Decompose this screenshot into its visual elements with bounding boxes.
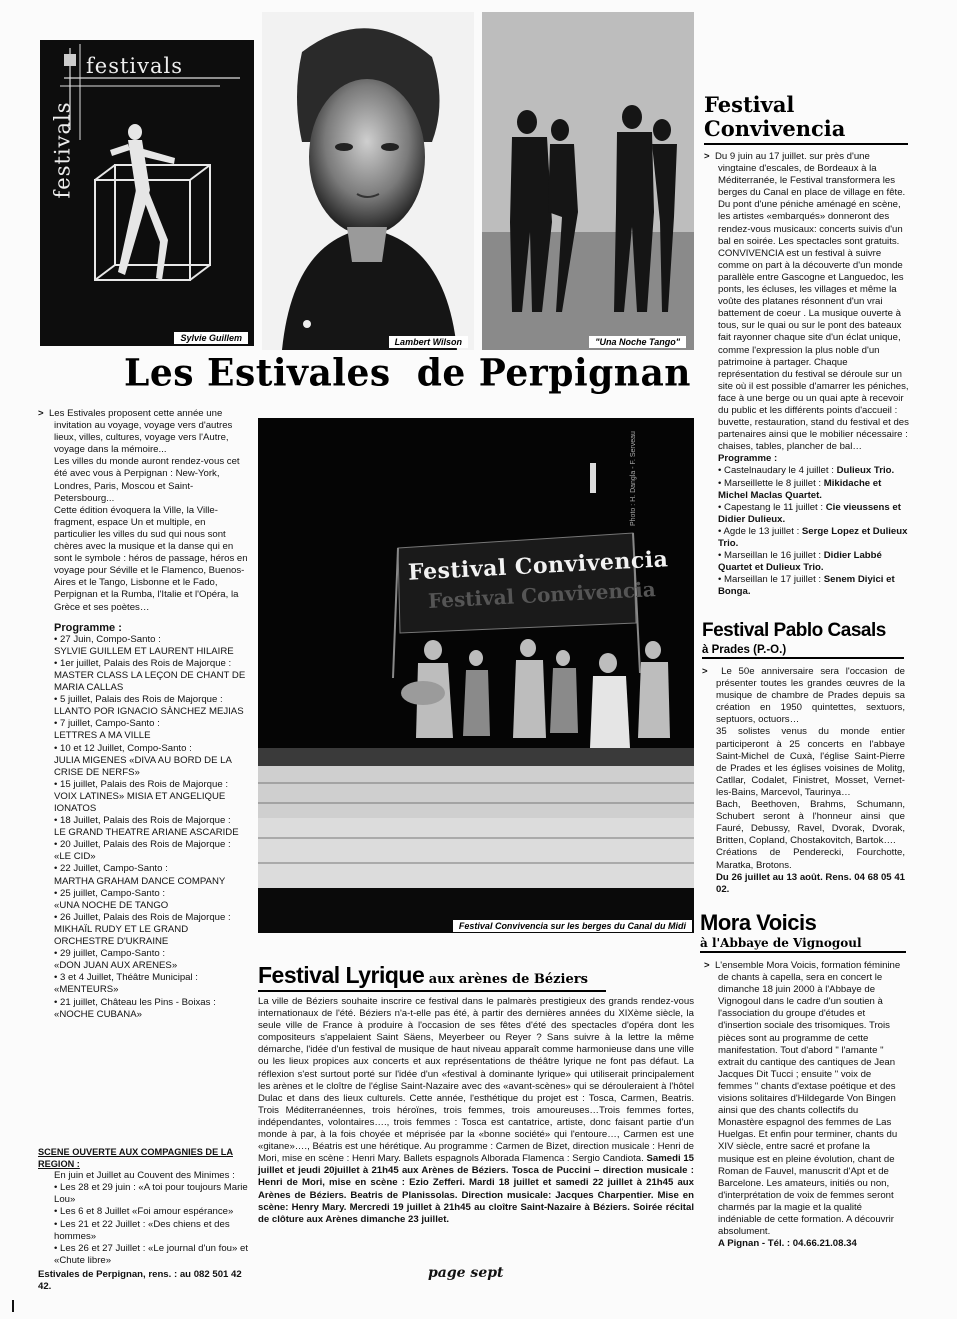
programme-item <box>54 658 248 694</box>
programme-what: «MENTEURS» <box>54 984 119 996</box>
programme-item <box>54 888 248 912</box>
programme-item <box>718 465 909 477</box>
casals-intro: Le 50e anniversaire sera l'occasion de présenter toutes les grandes œuvres de la musique de chambre de Prades depuis sa création en 1950 quintettes, sextuors, septuors, octuors… <box>716 666 905 726</box>
photo-sylvie-guillem <box>40 40 254 346</box>
programme-when: • Marseillan le 16 juillet : <box>718 550 822 562</box>
mora-subtitle: à l'Abbaye de Vignogoul <box>700 936 862 950</box>
photo-una-noche-tango <box>482 12 694 350</box>
lyrique-body <box>258 996 694 1226</box>
mora-column <box>704 960 906 1250</box>
bullet-arrow: > <box>704 960 710 971</box>
programme-item <box>54 743 248 779</box>
scene-ouverte-line: • Les 6 et 8 Juillet «Foi amour espérance» <box>54 1206 234 1218</box>
programme-when: • 5 juillet, Palais des Rois de Majorque : <box>54 694 223 706</box>
photo-caption: Lambert Wilson <box>389 336 468 348</box>
scene-ouverte-list <box>38 1170 248 1267</box>
programme-what: MARTHA GRAHAM DANCE COMPANY <box>54 875 226 887</box>
programme-item <box>54 948 248 972</box>
photo-lambert-wilson <box>262 12 474 350</box>
programme-when: • 1er juillet, Palais des Rois de Majorque : <box>54 657 232 669</box>
casals-column <box>702 666 905 896</box>
casals-title: Festival Pablo Casals <box>702 620 886 641</box>
programme-item <box>54 997 248 1021</box>
casals-footer: Du 26 juillet au 13 août. Rens. 04 68 05 41 02. <box>716 871 905 895</box>
programme-what: LETTRES A MA VILLE <box>54 730 151 742</box>
scene-ouverte-line: • Les 26 et 27 Juillet : «Le journal d'un fou» et «Chute libre» <box>54 1242 249 1266</box>
programme-label: Programme : <box>718 453 778 465</box>
programme-when: • 18 Juillet, Palais des Rois de Majorque : <box>54 815 231 827</box>
programme-what: SYLVIE GUILLEM ET LAURENT HILAIRE <box>54 645 234 657</box>
mora-footer: A Pignan - Tél. : 04.66.21.08.34 <box>718 1238 857 1250</box>
photo-credit: Photo : H. Dangla - F. Serveau <box>630 431 637 526</box>
programme-item <box>54 634 248 658</box>
photo-caption: "Una Noche Tango" <box>589 336 686 348</box>
programme-what: MASTER CLASS LA LEÇON DE CHANT DE MARIA CALLAS <box>54 669 246 694</box>
programme-what: «NOCHE CUBANA» <box>54 1008 142 1020</box>
estivales-programme-list <box>54 634 248 1021</box>
photo-festival-convivencia <box>258 418 694 933</box>
programme-what: Senem Diyici et Bonga. <box>718 574 895 598</box>
programme-when: • 25 juillet, Campo-Santo : <box>54 887 166 899</box>
estivales-footer: Estivales de Perpignan, rens. : au 082 501 42 42. <box>38 1268 242 1293</box>
programme-when: • 22 Juillet, Campo-Santo : <box>54 863 168 875</box>
casals-underline <box>702 657 904 659</box>
programme-when: • Castelnaudary le 4 juillet : <box>718 465 834 477</box>
programme-item <box>54 839 248 863</box>
programme-item <box>718 574 909 598</box>
programme-when: • 27 Juin, Compo-Santo : <box>54 633 161 645</box>
programme-what: Mikidache et Michel Maclas Quartet. <box>718 477 882 501</box>
lyrique-subtitle: aux arènes de Béziers <box>428 972 588 987</box>
programme-label: Programme : <box>54 621 122 634</box>
programme-when: • Agde le 13 juillet : <box>718 525 800 537</box>
programme-what: «LE CID» <box>54 851 96 863</box>
programme-what: JULIA MIGENES «DIVA AU BORD DE LA CRISE DE NERFS» <box>54 754 232 778</box>
casals-subtitle: à Prades (P.-O.) <box>702 644 787 656</box>
programme-when: • 29 juillet, Campo-Santo : <box>54 948 166 960</box>
portrait-illustration <box>262 12 474 350</box>
bullet-arrow: > <box>702 666 708 677</box>
programme-when: • Marseillan le 17 juillet : <box>718 574 822 586</box>
convivencia-title-line1: Festival <box>704 92 795 117</box>
programme-what: MIKHAÏL RUDY ET LE GRAND ORCHESTRE D'UKRAINE <box>54 923 189 948</box>
lyrique-heading <box>258 962 606 989</box>
programme-when: • 26 Juillet, Palais des Rois de Majorque : <box>54 911 231 923</box>
convivencia-paragraph: Du pont d'une péniche aménagé en scène, les artistes «embarqués» donneront des rendez-vous musicaux: concerts suivis d'un bal en soirée. Les spectacles sont gratuits. <box>718 199 903 247</box>
programme-when: • 20 Juillet, Palais des Rois de Majorque : <box>54 839 231 851</box>
concert-on-barge-illustration <box>258 418 694 933</box>
programme-what: VOIX LATINES» MISIA ET ANGELIQUE IONATOS <box>54 790 226 814</box>
banner-text-reflection: Festival Convivencia <box>427 577 657 613</box>
banner-text: Festival Convivencia <box>407 546 669 586</box>
programme-what: LE GRAND THEATRE ARIANE ASCARIDE <box>54 827 239 839</box>
scene-ouverte-block <box>38 1146 248 1293</box>
convivencia-intro: Du 9 juin au 17 juillet. sur près d'une vingtaine d'escales, de Bordeaux à la Méditerranée, le Festival transformera les berges du Canal en place de village en fête. <box>714 151 906 199</box>
lyrique-underline <box>258 990 606 992</box>
programme-item <box>54 779 248 815</box>
scene-ouverte-line: En juin et Juillet au Couvent des Minimes : <box>54 1170 235 1182</box>
festivals-logo-text-vertical: festivals <box>50 101 75 199</box>
programme-what: «DON JUAN AUX ARENES» <box>54 960 178 972</box>
mora-text: L'ensemble Mora Voicis, formation féminine de chants à capella, sera en concert le dimanche 18 juin 2000 à l'Abbaye de Vignogoul dans le cadre d'un soutien à l'association du groupe d'études et d'insertion sociale des trisomiques. Trois pièces sont au programme de cette manifestation. Tout d'abord " l'amante " extrait du cantique des cantiques de Jean Jacques Dit Tucci ; ensuite " voix de femmes " chants d'extase poétique et des visions solitaires d'Hildegarde Von Bingen ainsi que des chants collectifs du Monastère espagnol des femmes de Las Huelgas. Et enfin pour terminer, chants du XIV siècle, entre sacré et profane la musique est en pleine évolution, chant de Roman de Fauvel, manuscrit d'Apt et de Barcelone. Les amateurs, initiés ou non, d'interprétation de voix de femmes seront charmés par la magie et la qualité indéniable de cette formation. A découvrir absolument. <box>714 960 901 1238</box>
programme-what: Didier Labbé Quartet et Dulieux Trio. <box>718 550 882 574</box>
estivales-title: Les Estivales de Perpignan <box>124 350 691 396</box>
bullet-arrow: > <box>38 408 44 419</box>
programme-item <box>718 478 909 502</box>
casals-paragraph: Bach, Beethoven, Brahms, Schumann, Schubert seront à l'honneur ainsi que Fauré, Debussy, Ravel, Dvorak, Dvorak, Britten, Copland, Chostakovitch, Bartok…. <box>716 799 905 847</box>
programme-what: Serge Lopez et Dulieux Trio. <box>718 525 908 549</box>
programme-item <box>718 550 909 574</box>
festivals-logo-text: festivals <box>86 54 184 78</box>
convivencia-programme-list <box>704 465 909 598</box>
programme-when: • 10 et 12 Juillet, Compo-Santo : <box>54 742 192 754</box>
programme-item <box>718 502 909 526</box>
crop-mark <box>12 1300 14 1312</box>
casals-paragraph: Créations de Penderecki, Fourchotte, Maratka, Brotons. <box>716 847 905 871</box>
convivencia-title-line2: Convivencia <box>704 116 846 141</box>
scene-ouverte-line: • Les 28 et 29 juin : «A toi pour toujours Marie Lou» <box>54 1182 248 1206</box>
mora-underline <box>700 951 906 953</box>
programme-item <box>54 815 248 839</box>
lyrique-dates: Samedi 15 juillet et jeudi 20juillet à 21h45 aux Arènes de Béziers. Tosca de Puccini – direction musicale : Henri de Mori, mise en scène : Ezio Zefferi. Mardi 18 juillet et samedi 22 juillet à 21h45 aux Arènes de Béziers. Beatris de Planissolas. Direction musicale: Jacques Charpentier. Mise en scène: Henry Mary. Mercredi 19 juillet à 21h45 au cloître Saint-Nazaire à Béziers. Soirée récital de clôture aux Arènes dimanche 23 juillet. <box>258 1153 694 1225</box>
lyrique-text: La ville de Béziers souhaite inscrire ce festival dans le palmarès prestigieux des grands rendez-vous internationaux de l'été. Béziers n'a-t-elle pas été, à partir des dernières années du XIXème siècle, la seule ville de France à produire à l'occasion de ses fêtes d'été des spectacles d'opéra dont les compositeurs s'appelaient Saint Säens, Meyerbeer ou Reyer ? Sans suivre à la lettre la même démarche, l'idée d'un festival de musique de haut niveau apparaît comme harmonieuse dans une ville ou les lieux propices aux concerts et aux représentations de théâtre lyrique ne font pas défaut. La réflexion s'est surtout porté sur l'idée d'un «festival à dominante lyrique» qui utiliserait principalement les arènes et le cloître de l'église Saint-Nazaire avec des «avant-scènes» qui se dérouleraient à l'hôtel Dulac et dans des lieux culturels. Cette année, l'esthétique du projet est : Tosca, Carmen, Beatris. Trois Méditerranéennes, trois héroïnes, trois femmes, trois amoureuses…Trois femmes fortes, indépendantes, volontaires…., trois femmes : Tosca est cantatrice, artiste, donc faisant partie d'un monde à par, à la fois choyée et méprisée par la «bonne société» qui l'entoure…, Carmen est une «gitane»…., Béatris est une hérétique. Au programme : Carmen de Bizet, direction musicale : Henri de Mori, mise en scène : Henri Mary. Ballets espagnols Alborada Flamenca : Sergio Candiota. <box>258 996 694 1165</box>
convivencia-paragraph: CONVIVENCIA est un festival à suivre comme on part à la découverte d'un monde parallèle entre Gascogne et Languedoc, les ponts, les écluses, les villages et même la voûte des platanes résonnent d'un vrai battement de coeur . La musique ouverte à tous, sur le quai ou sur le pont des bateaux fait rayonner chaque site d'un éclat unique, comme l'expression la plus noble d'un patrimoine à partager. Chaque représentation du festival se déroule sur un site où il est possible d'amarrer les péniches, face à une berge ou un quai apte à recevoir du public et les différents points d'accueil : buvette, restauration, stand du festival et des partenaires ainsi que le mobilier nécessaire : chaises, tables, plancher de bal… <box>718 247 909 453</box>
programme-item <box>54 912 248 948</box>
programme-when: • Capestang le 11 juillet : <box>718 501 824 513</box>
programme-item <box>54 972 248 996</box>
lyrique-title: Festival Lyrique <box>258 962 425 988</box>
mora-title: Mora Voicis <box>700 910 817 935</box>
photo-caption: Festival Convivencia sur les berges du Canal du Midi <box>453 920 692 932</box>
page-label: page sept <box>428 1265 504 1281</box>
estivales-paragraph: Cette édition évoquera la Ville, la Ville-fragment, espace Un et multiple, en particulier les villes du sud qui nous sont chères avec la musique et la danse qui en sont le symbole : héros de passage, héros en voyage pour Séville et le Flamenco, Buenos-Aires et le Tango, Lisbonne et le Fado, Perpignan et la Rumba, l'Italie et l'Opéra, la Grèce et ses poètes… <box>54 504 248 613</box>
estivales-intro: Les Estivales proposent cette année une invitation au voyage, voyage vers d'autres lieux, villes, cultures, voyage vers l'Autre, voyage dans la mémoire... <box>48 408 233 456</box>
estivales-paragraph: Les villes du monde auront rendez-vous cet été avec vous à Perpignan : New-York, Londres, Paris, Moscou et Saint-Petersbourg... <box>54 456 240 504</box>
programme-what: «UNA NOCHE DE TANGO <box>54 899 169 911</box>
programme-item <box>54 718 248 742</box>
scene-ouverte-line: • Les 21 et 22 Juillet : «Des chiens et des hommes» <box>54 1218 230 1242</box>
programme-when: • 15 juillet, Palais des Rois de Majorque : <box>54 778 229 790</box>
programme-what: LLANTO POR IGNACIO SÀNCHEZ MEJIAS <box>54 706 244 718</box>
programme-when: • 21 juillet, Château les Pins - Boixas : <box>54 996 216 1008</box>
scene-ouverte-title: SCENE OUVERTE AUX COMPAGNIES DE LA REGION : <box>38 1147 233 1170</box>
programme-when: • Marseillette le 8 juillet : <box>718 477 822 489</box>
convivencia-column <box>704 151 909 598</box>
programme-when: • 7 juillet, Campo-Santo : <box>54 718 160 730</box>
programme-what: Cie vieussens et Didier Dulieux. <box>718 501 901 525</box>
tango-dancers-illustration <box>482 12 694 350</box>
estivales-column <box>38 408 248 1021</box>
convivencia-underline <box>704 143 908 145</box>
programme-when: • 3 et 4 Juillet, Théâtre Municipal : <box>54 972 198 984</box>
bullet-arrow: > <box>704 151 710 162</box>
programme-item <box>54 694 248 718</box>
programme-item <box>718 526 909 550</box>
programme-what: Dulieux Trio. <box>836 465 895 477</box>
casals-paragraph: 35 solistes venus du monde entier participeront à 25 concerts en l'abbaye Saint-Michel de Cuxà, l'église Saint-Pierre de Prades et les églises voisines de Molitg, Catllar, Codalet, Finistret, Mosset, Vernet- les-Bains, Marcevol, Taurinya… <box>716 726 905 798</box>
programme-item <box>54 863 248 887</box>
photo-caption: Sylvie Guillem <box>174 332 248 344</box>
